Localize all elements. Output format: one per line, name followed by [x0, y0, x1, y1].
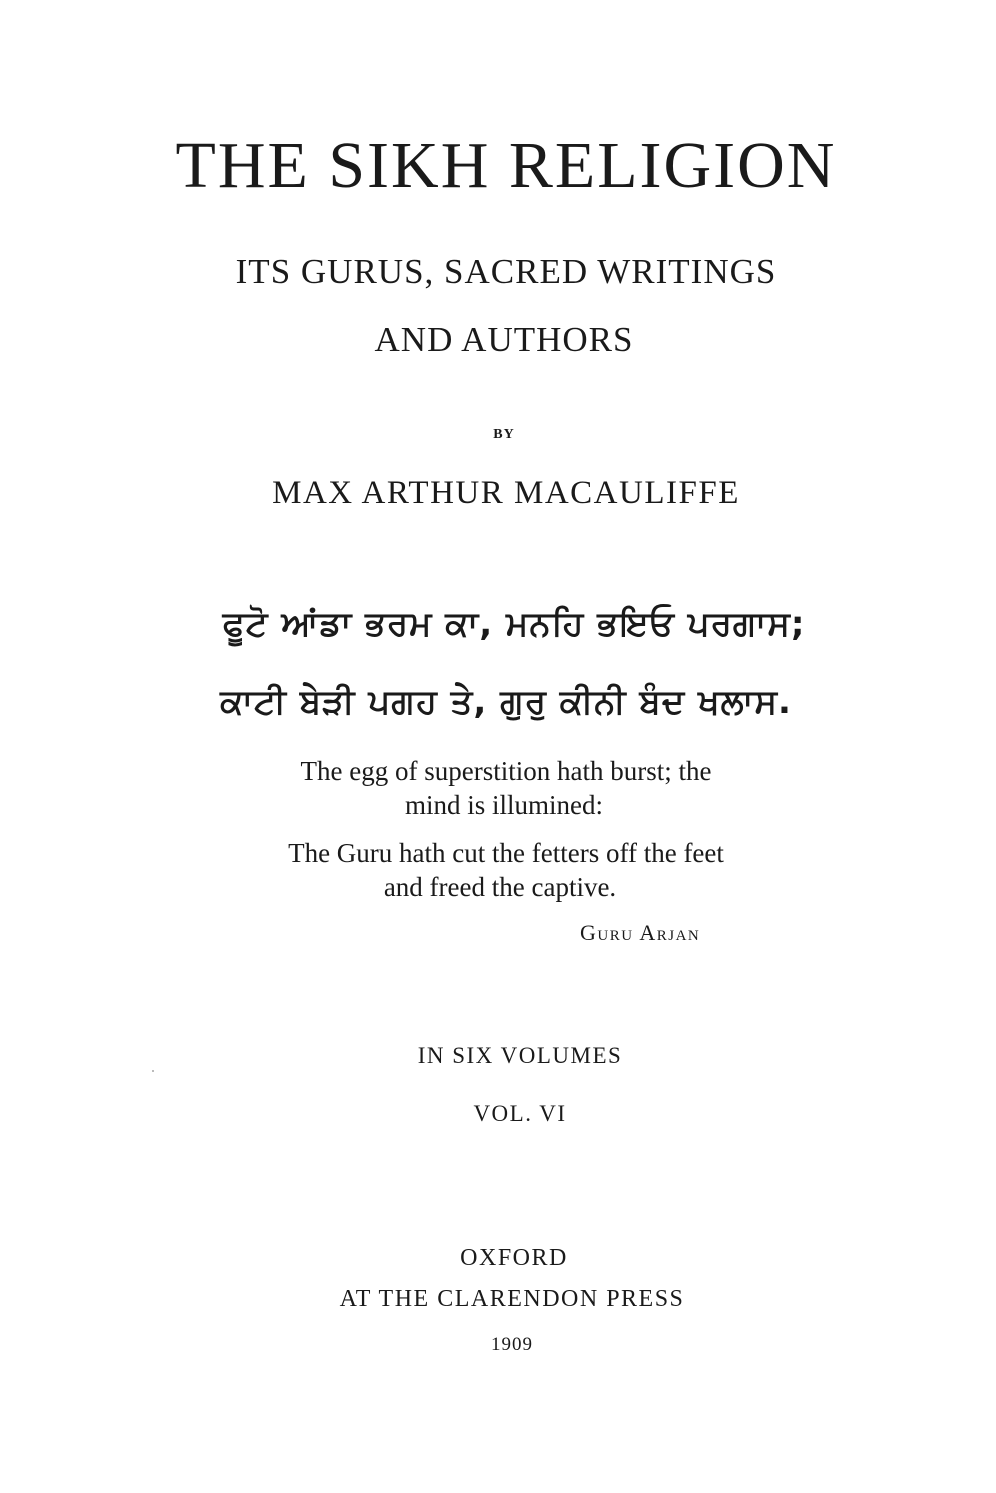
paper-speck: [152, 1070, 154, 1072]
book-title: THE SIKH RELIGION: [175, 129, 837, 202]
translation-line-3: The Guru hath cut the fetters off the feet: [288, 838, 724, 868]
imprint-year: 1909: [491, 1334, 533, 1355]
author-name: MAX ARTHUR MACAULIFFE: [272, 475, 740, 511]
gurmukhi-verse-line-2: ਕਾਟੀ ਬੇੜੀ ਪਗਹ ਤੇ, ਗੁਰੁ ਕੀਨੀ ਬੰਦ ਖਲਾਸ.: [220, 682, 792, 722]
volume-number: VOL. VI: [473, 1101, 567, 1126]
translation-line-1: The egg of superstition hath burst; the: [300, 756, 712, 786]
imprint-press: AT THE CLARENDON PRESS: [339, 1286, 685, 1312]
subtitle-line-2: AND AUTHORS: [374, 320, 634, 359]
imprint-city: OXFORD: [460, 1245, 568, 1271]
translation-line-2: mind is illumined:: [404, 790, 603, 820]
by-label: BY: [493, 427, 515, 442]
translation-line-4: and freed the captive.: [383, 872, 617, 902]
subtitle-line-1: ITS GURUS, SACRED WRITINGS: [235, 252, 777, 291]
volume-count: IN SIX VOLUMES: [417, 1043, 623, 1068]
epigraph-attribution: Guru Arjan: [580, 920, 701, 945]
gurmukhi-verse-line-1: ਫੂਟੋ ਆਂਡਾ ਭਰਮ ਕਾ, ਮਨਹਿ ਭਇਓ ਪਰਗਾਸ;: [222, 604, 806, 644]
